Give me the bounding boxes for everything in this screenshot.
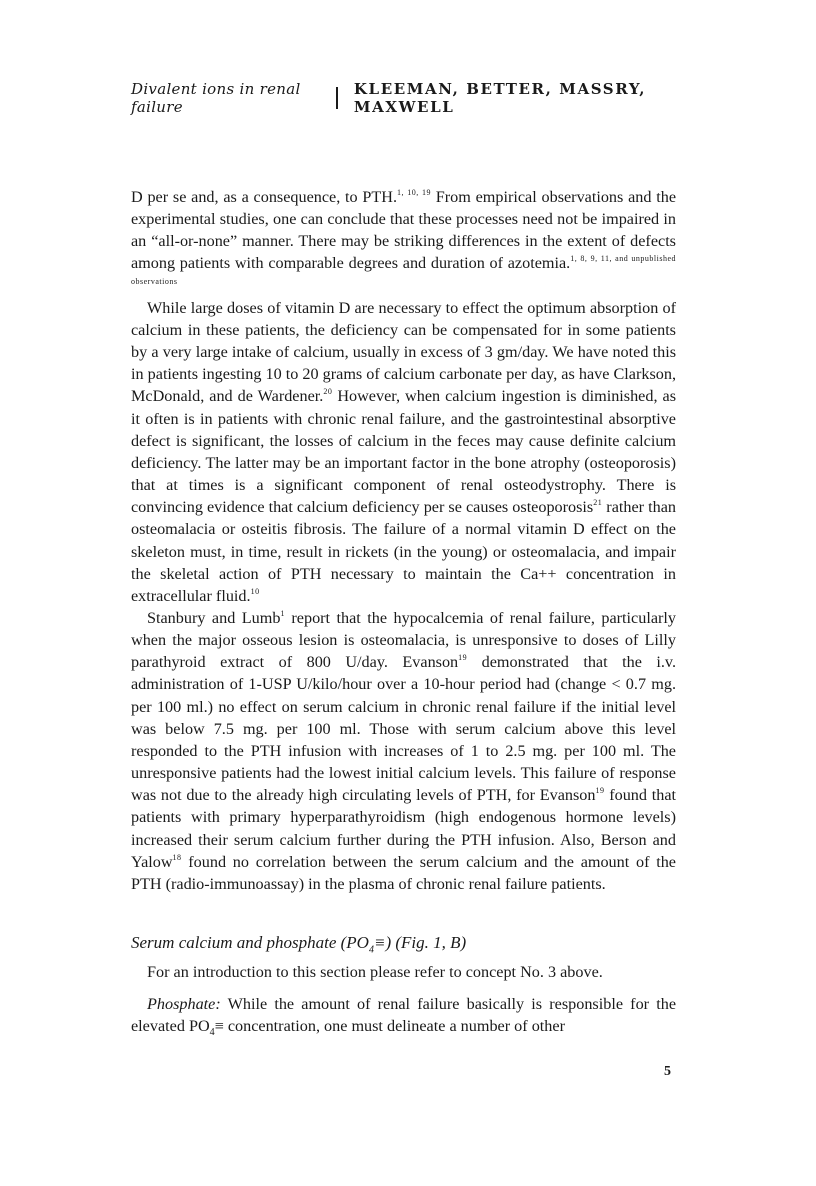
text-run: From empirical observations and the experimental studies, one can conclude that these processes need not be impaired in an “all-or-none” manner. There may be striking differences in the extent of defects among patients with comparable degrees and duration of azotemia. — [131, 188, 677, 273]
text-run: While the amount of renal failure basically is responsible for the elevated PO — [131, 995, 676, 1036]
citation: 1 — [280, 608, 285, 618]
text-run: Stanbury and Lumb — [147, 608, 281, 627]
running-head-title: Divalent ions in renal failure — [131, 80, 301, 116]
citation: 19 — [595, 786, 605, 796]
run-in-heading: Phosphate: — [147, 995, 221, 1014]
running-head-authors: KLEEMAN, BETTER, MASSRY, MAXWELL — [353, 80, 647, 116]
citation: 1, 8, 9, 11, and unpublished observations — [131, 254, 676, 286]
paragraph-1 — [131, 186, 676, 297]
heading-text: ≡) (Fig. 1, B) — [373, 933, 467, 952]
text-run: While large doses of vitamin D are necessary to effect the optimum absorption of calcium in these patients, the deficiency can be compensated for in some patients by a very large intake of calcium, usually in excess of 3 gm/day. We have noted this in patients ingesting 10 to 20 grams of calcium carbonate per day, as have Clarkson, McDonald, and de Wardener. — [131, 298, 676, 406]
text-run: D per se and, as a consequence, to PTH. — [131, 188, 398, 206]
text-run: rather than osteomalacia or osteitis fibrosis. The failure of a normal vitamin D effect on the skeleton must, in time, result in rickets (in the young) or osteomalacia, and impair the skeletal action of PTH necessary to maintain the Ca++ concentration in extracellular fluid. — [131, 498, 676, 605]
citation: 1, 10, 19 — [397, 188, 431, 197]
running-head — [131, 80, 691, 116]
citation: 19 — [458, 653, 468, 663]
section-heading — [131, 933, 676, 955]
subscript: 4 — [209, 1027, 215, 1039]
page-number: 5 — [664, 1064, 671, 1079]
subscript: 4 — [368, 944, 374, 956]
text-run: ≡ concentration, one must delineate a number of other — [214, 1017, 565, 1036]
phosphate-paragraph — [131, 993, 676, 1045]
text-run: found no correlation between the serum calcium and the amount of the PTH (radio-immunoassay) in the plasma of chronic renal failure patients. — [131, 852, 676, 893]
text-run: demonstrated that the i.v. administration of 1-USP U/kilo/hour over a 10-hour period had (change < 0.7 mg. per 100 ml.) no effect on serum calcium in chronic renal failure if the initial level was below 7.5 mg. per 100 ml. Those with serum calcium above this level responded to the PTH infusion with increases of 1 to 2.5 mg. per 100 ml. The unresponsive patients had the lowest initial calcium levels. This failure of response was not due to the already high circulating levels of PTH, for Evanson — [131, 653, 676, 805]
text-run: However, when calcium ingestion is diminished, as it often is in patients with chronic renal failure, and the gastrointestinal absorptive defect is significant, the losses of calcium in the feces may cause definite calcium deficiency. The latter may be an important factor in the bone atrophy (osteoporosis) that at times is a significant component of renal osteodystrophy. There is convincing evidence that calcium deficiency per se causes osteoporosis — [131, 387, 676, 517]
citation: 20 — [323, 387, 333, 397]
paragraph-3 — [131, 607, 676, 895]
citation: 21 — [593, 498, 603, 508]
citation: 18 — [172, 852, 182, 862]
text-run: report that the hypocalcemia of renal failure, particularly when the major osseous lesion is osteomalacia, is unresponsive to doses of Lilly parathyroid extract of 800 U/day. Evanson — [131, 608, 676, 672]
running-head-divider — [336, 87, 338, 109]
body-text — [131, 186, 676, 895]
section-intro: For an introduction to this section please refer to concept No. 3 above. — [147, 963, 603, 981]
paragraph-2 — [131, 297, 676, 607]
citation: 10 — [250, 586, 260, 596]
text-run: found that patients with primary hyperparathyroidism (high endogenous hormone levels) increased their serum calcium further during the PTH infusion. Also, Berson and Yalow — [131, 786, 677, 871]
section-body — [131, 961, 676, 1045]
heading-text: Serum calcium and phosphate (PO — [131, 933, 369, 952]
